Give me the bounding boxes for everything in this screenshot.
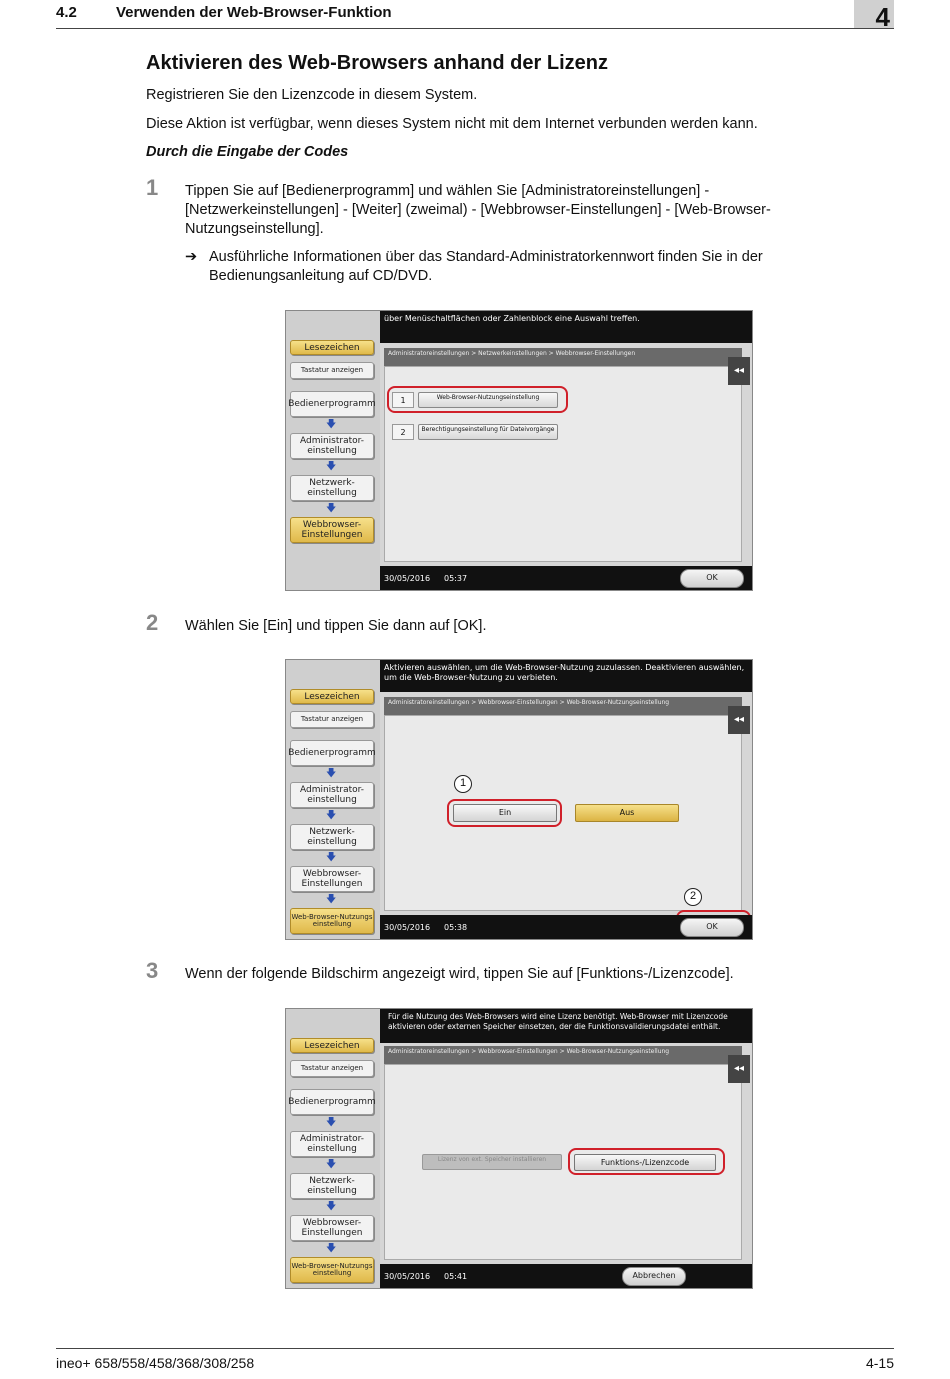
- lesezeichen-button[interactable]: Lesezeichen: [290, 689, 374, 704]
- funktions-lizenzcode-button[interactable]: Funktions-/Lizenzcode: [574, 1154, 716, 1171]
- callout-2: 2: [684, 888, 702, 906]
- date: 30/05/2016: [384, 1272, 431, 1281]
- item-number: 1: [392, 392, 414, 408]
- highlight-box: [447, 799, 562, 827]
- item-label[interactable]: Berechtigungseinstellung für Dateivorgänge: [418, 424, 558, 440]
- admin-button[interactable]: Administrator-einstellung: [290, 433, 374, 459]
- arrow-down-icon: 🡇: [326, 503, 337, 514]
- breadcrumb: Administratoreinstellungen > Webbrowser-Einstellungen > Web-Browser-Nutzungseinstellung: [384, 1046, 742, 1064]
- subheading: Durch die Eingabe der Codes: [146, 144, 349, 160]
- time: 05:38: [444, 923, 468, 932]
- time: 05:37: [444, 574, 468, 583]
- intro-text-1: Registrieren Sie den Lizenzcode in diesem System.: [146, 87, 478, 103]
- step-text: Wählen Sie [Ein] und tippen Sie dann auf [OK].: [185, 618, 487, 634]
- page-number: 4-15: [865, 1355, 894, 1371]
- ein-button[interactable]: Ein: [453, 804, 557, 822]
- aus-button[interactable]: Aus: [575, 804, 679, 822]
- arrow-down-icon: 🡇: [326, 1243, 337, 1254]
- arrow-down-icon: 🡇: [326, 894, 337, 905]
- back-icon[interactable]: ◂◂: [728, 357, 750, 385]
- arrow-down-icon: 🡇: [326, 419, 337, 430]
- admin-button[interactable]: Administrator-einstellung: [290, 782, 374, 808]
- message-bar: über Menüschaltflächen oder Zahlenblock eine Auswahl treffen.: [380, 311, 752, 343]
- page-title: Aktivieren des Web-Browsers anhand der Lizenz: [146, 52, 608, 74]
- content-area: [384, 715, 742, 911]
- tastatur-button[interactable]: Tastatur anzeigen: [290, 711, 374, 728]
- arrow-icon: ➔: [185, 249, 198, 265]
- sidebar: [286, 660, 380, 939]
- message-bar: Für die Nutzung des Web-Browsers wird eine Lizenz benötigt. Web-Browser mit Lizenzcode aktivieren oder externen Speicher einsetzen, der die Funktionsvalidierungsdatei enthält.: [380, 1009, 752, 1043]
- arrow-down-icon: 🡇: [326, 810, 337, 821]
- page-header: [56, 0, 894, 32]
- admin-button[interactable]: Administrator-einstellung: [290, 1131, 374, 1157]
- webbrowser-button[interactable]: Webbrowser-Einstellungen: [290, 1215, 374, 1241]
- sidebar: [286, 1009, 380, 1288]
- screenshot-1: [285, 310, 753, 591]
- arrow-down-icon: 🡇: [326, 1159, 337, 1170]
- arrow-down-icon: 🡇: [326, 1117, 337, 1128]
- item-number: 2: [392, 424, 414, 440]
- back-icon[interactable]: ◂◂: [728, 1055, 750, 1083]
- callout-1: 1: [454, 775, 472, 793]
- back-icon[interactable]: ◂◂: [728, 706, 750, 734]
- status-bar: [380, 915, 752, 939]
- arrow-down-icon: 🡇: [326, 461, 337, 472]
- breadcrumb: Administratoreinstellungen > Webbrowser-Einstellungen > Web-Browser-Nutzungseinstellung: [384, 697, 742, 715]
- lizenz-ext-button: Lizenz von ext. Speicher installieren: [422, 1154, 562, 1170]
- highlight-box: [568, 1148, 725, 1175]
- step-number: 3: [146, 958, 159, 983]
- item-label[interactable]: Web-Browser-Nutzungseinstellung: [418, 392, 558, 408]
- netzwerk-button[interactable]: Netzwerk-einstellung: [290, 824, 374, 850]
- time: 05:41: [444, 1272, 468, 1281]
- nutzung-button[interactable]: Web-Browser-Nutzungs einstellung: [290, 1257, 374, 1283]
- page-footer: [56, 1348, 894, 1379]
- arrow-down-icon: 🡇: [326, 852, 337, 863]
- arrow-down-icon: 🡇: [326, 768, 337, 779]
- screenshot-3: [285, 1008, 753, 1289]
- date: 30/05/2016: [384, 923, 431, 932]
- ok-button[interactable]: OK: [680, 569, 744, 588]
- tastatur-button[interactable]: Tastatur anzeigen: [290, 1060, 374, 1077]
- screenshot-2: [285, 659, 753, 940]
- nutzung-button[interactable]: Web-Browser-Nutzungs einstellung: [290, 908, 374, 934]
- note-text: Ausführliche Informationen über das Standard-Administratorkennwort finden Sie in der Bedienungsanleitung auf CD/DVD.: [209, 249, 763, 284]
- model-name: ineo+ 658/558/458/368/308/258: [56, 1355, 255, 1371]
- bedienerprogramm-button[interactable]: Bedienerprogramm: [290, 391, 374, 417]
- lesezeichen-button[interactable]: Lesezeichen: [290, 1038, 374, 1053]
- bedienerprogramm-button[interactable]: Bedienerprogramm: [290, 740, 374, 766]
- cancel-button[interactable]: Abbrechen: [622, 1267, 686, 1286]
- message-bar: Aktivieren auswählen, um die Web-Browser-Nutzung zuzulassen. Deaktivieren auswählen, um die Web-Browser-Nutzung zu verbieten.: [380, 660, 752, 692]
- sidebar: [286, 311, 380, 590]
- status-bar: [380, 566, 752, 590]
- arrow-down-icon: 🡇: [326, 1201, 337, 1212]
- netzwerk-button[interactable]: Netzwerk-einstellung: [290, 1173, 374, 1199]
- step-note: [185, 248, 845, 286]
- date: 30/05/2016: [384, 574, 431, 583]
- webbrowser-button[interactable]: Webbrowser-Einstellungen: [290, 517, 374, 543]
- section-number: 4.2: [56, 4, 77, 21]
- step-number: 1: [146, 175, 159, 200]
- step-text: Tippen Sie auf [Bedienerprogramm] und wählen Sie [Administratoreinstellungen] - [Netzwerkeinstellungen] - [Weiter] (zweimal) - [Webbrowser-Einstellungen] - [Web-Browser-Nutzungseinstellung].: [185, 183, 771, 237]
- status-bar: [380, 1264, 752, 1288]
- step-number: 2: [146, 610, 159, 635]
- webbrowser-button[interactable]: Webbrowser-Einstellungen: [290, 866, 374, 892]
- netzwerk-button[interactable]: Netzwerk-einstellung: [290, 475, 374, 501]
- bedienerprogramm-button[interactable]: Bedienerprogramm: [290, 1089, 374, 1115]
- chapter-number: 4: [854, 0, 894, 28]
- ok-button[interactable]: OK: [680, 918, 744, 937]
- tastatur-button[interactable]: Tastatur anzeigen: [290, 362, 374, 379]
- breadcrumb: Administratoreinstellungen > Netzwerkeinstellungen > Webbrowser-Einstellungen: [384, 348, 742, 366]
- lesezeichen-button[interactable]: Lesezeichen: [290, 340, 374, 355]
- intro-text-2: Diese Aktion ist verfügbar, wenn dieses System nicht mit dem Internet verbunden werden kann.: [146, 116, 758, 132]
- highlight-box: [387, 386, 568, 413]
- step-text: Wenn der folgende Bildschirm angezeigt wird, tippen Sie auf [Funktions-/Lizenzcode].: [185, 966, 734, 982]
- section-title: Verwenden der Web-Browser-Funktion: [116, 4, 392, 21]
